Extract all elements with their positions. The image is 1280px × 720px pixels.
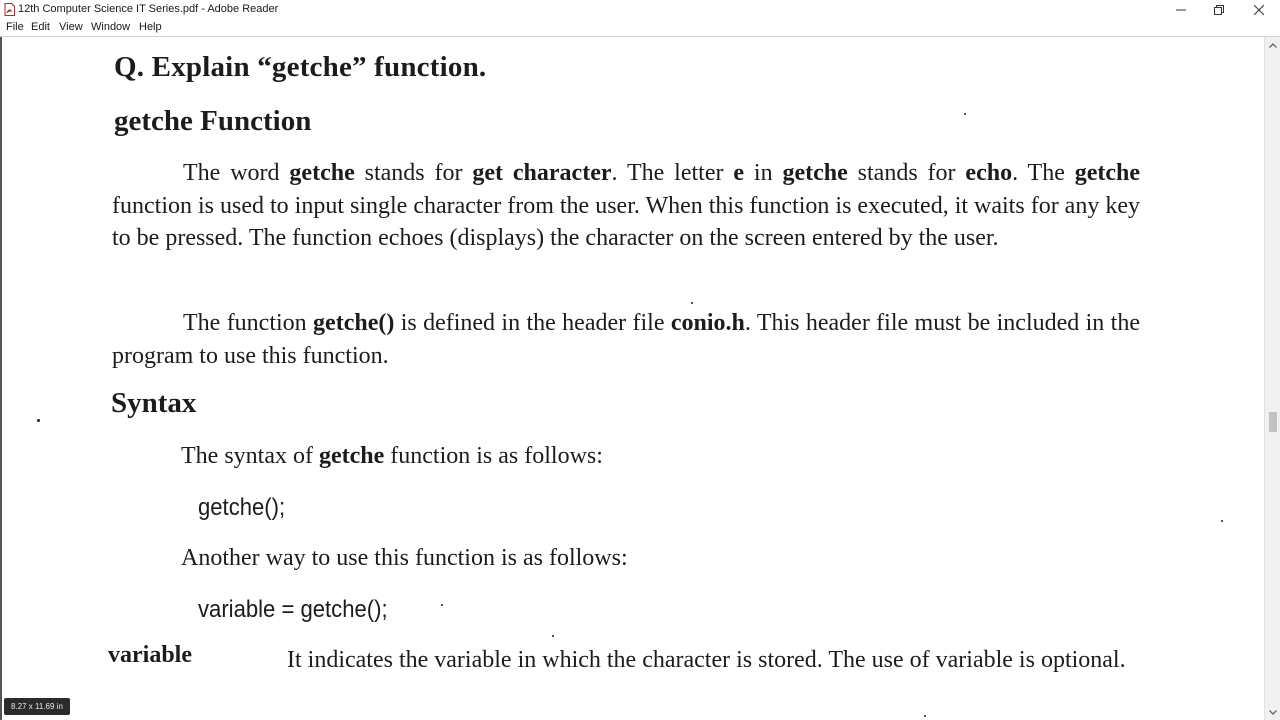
scan-speck bbox=[37, 419, 40, 422]
question-heading: Q. Explain “getche” function. bbox=[114, 51, 487, 83]
close-button[interactable] bbox=[1239, 0, 1279, 19]
syntax-intro: The syntax of getche function is as follows: bbox=[181, 443, 603, 469]
window-title: 12th Computer Science IT Series.pdf - Adobe Reader bbox=[18, 3, 279, 15]
vertical-scrollbar[interactable] bbox=[1264, 37, 1280, 720]
paragraph-getche-description: The word getche stands for get character. The letter e in getche stands for echo. The getche function is used to input single character from the user. When this function is executed, it waits for any key to be pressed. The function echoes (displays) the character on the screen entered by the user. bbox=[112, 160, 1141, 251]
restore-button[interactable] bbox=[1199, 0, 1239, 19]
menu-help[interactable]: Help bbox=[139, 21, 162, 33]
scan-speck bbox=[1221, 520, 1223, 522]
section-heading: getche Function bbox=[114, 105, 312, 137]
scan-speck bbox=[552, 635, 554, 637]
code-example-1: getche(); bbox=[198, 494, 286, 521]
page-size-badge: 8.27 x 11.69 in bbox=[4, 698, 70, 715]
minimize-icon bbox=[1176, 5, 1186, 15]
menu-window[interactable]: Window bbox=[91, 21, 131, 33]
scroll-thumb[interactable] bbox=[1269, 412, 1277, 432]
scan-speck bbox=[964, 113, 966, 115]
restore-icon bbox=[1214, 5, 1224, 15]
menu-bar bbox=[0, 19, 1280, 37]
title-bar bbox=[0, 0, 1280, 19]
menu-view[interactable]: View bbox=[59, 21, 83, 33]
minimize-button[interactable] bbox=[1161, 0, 1201, 19]
term-definition: It indicates the variable in which the character is stored. The use of variable is optional. bbox=[287, 647, 1126, 673]
scroll-up-button[interactable] bbox=[1265, 37, 1280, 53]
scan-speck bbox=[924, 715, 926, 717]
chevron-down-icon bbox=[1269, 710, 1277, 715]
syntax-heading: Syntax bbox=[111, 387, 197, 419]
another-way-text: Another way to use this function is as follows: bbox=[181, 545, 628, 571]
scroll-down-button[interactable] bbox=[1265, 704, 1280, 720]
menu-file[interactable]: File bbox=[6, 21, 24, 33]
page-left-edge bbox=[0, 37, 2, 720]
menu-edit[interactable]: Edit bbox=[31, 21, 50, 33]
paragraph-header-file: The function getche() is defined in the header file conio.h. This header file must be included in the program to use this function. bbox=[112, 310, 1141, 369]
document-view[interactable] bbox=[0, 37, 1264, 720]
term-variable: variable bbox=[108, 642, 192, 668]
code-example-2: variable = getche(); bbox=[198, 596, 388, 623]
chevron-up-icon bbox=[1269, 43, 1277, 48]
scan-speck bbox=[691, 302, 693, 304]
pdf-app-icon bbox=[4, 3, 15, 16]
scan-speck bbox=[441, 604, 443, 606]
close-icon bbox=[1254, 5, 1264, 15]
